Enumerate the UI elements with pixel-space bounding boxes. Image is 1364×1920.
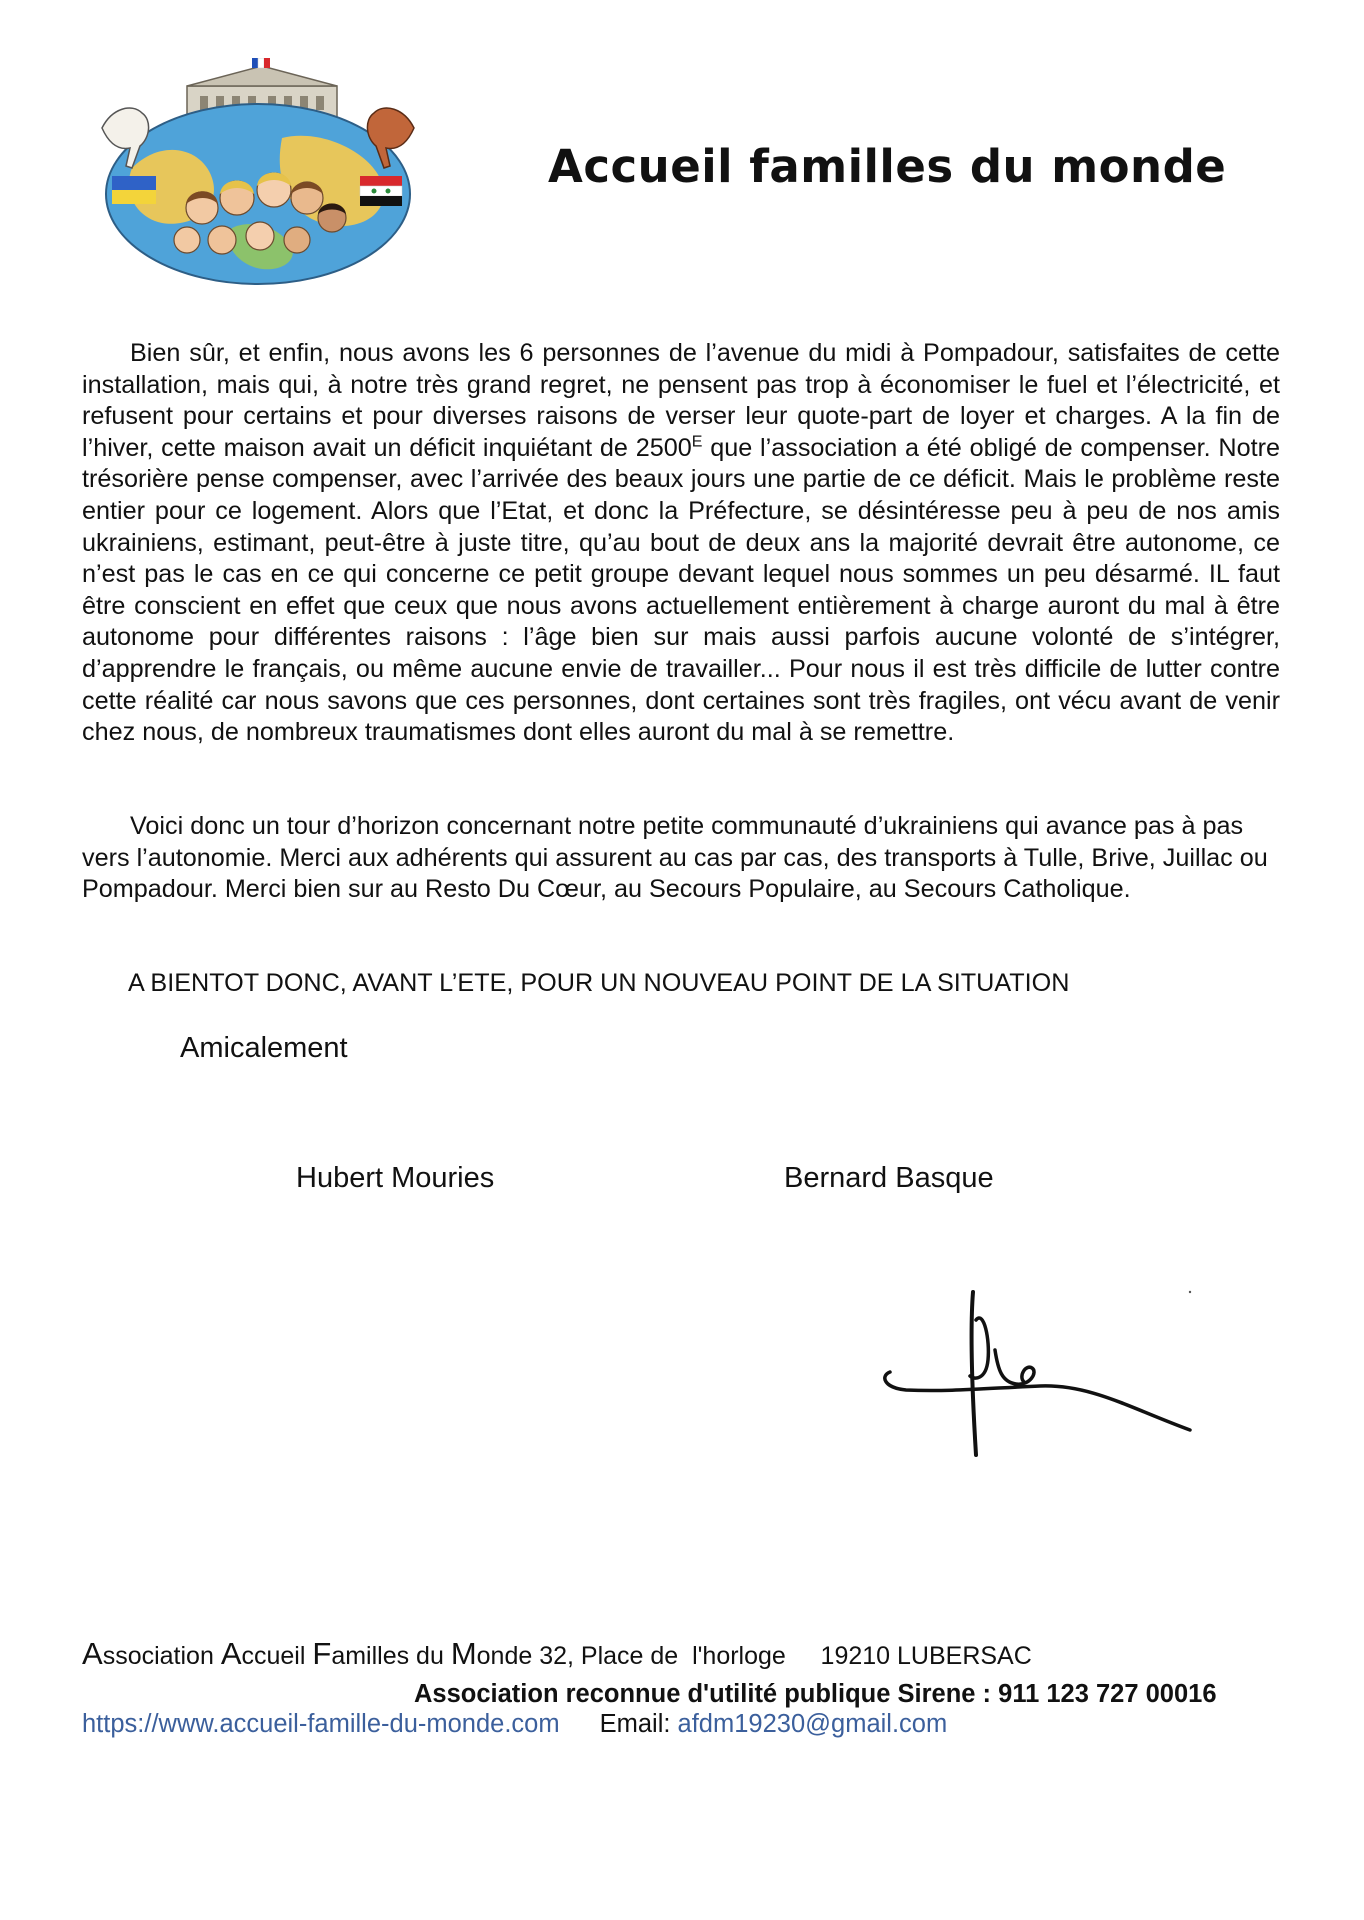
footer-recognition: Association reconnue d'utilité publique Sirene : 911 123 727 00016 — [414, 1680, 1217, 1708]
footer-address: 32, Place de l'horloge 19210 LUBERSAC — [532, 1642, 1032, 1670]
paragraph-1-text-end: que l’association a été obligé de compenser. Notre trésorière pense compenser, avec l’arrivée des beaux jours une partie de ce déficit. Mais le problème reste entier pour ce logement. Alors que l’Etat, et donc la Préfecture, se désintéresse peu à peu de nos amis ukrainiens, estimant, peut-être à juste titre, qu’au bout de deux ans la majorité devrait être autonome, ce n’est pas le cas en ce qui concerne ce petit groupe devant lequel nous sommes un peu désarmé. IL faut être conscient en effet que ceux que nous avons actuellement entièrement à charge auront du mal à être autonome pour différentes raisons : l’âge bien sur mais aussi parfois aucune volonté de s’intégrer, d’apprendre le français, ou même aucune envie de travailler... Pour nous il est très difficile de lutter contre cette réalité car nous savons que ces personnes, dont certaines sont très fragiles, ont vécu avant de venir chez nous, de nombreux traumatismes dont elles auront du mal à se remettre. — [82, 433, 1280, 747]
footer-contact-line — [82, 1710, 947, 1739]
org-word-association: ssociation — [102, 1642, 221, 1670]
paragraph-1 — [82, 338, 1280, 749]
email-link[interactable]: afdm19230@gmail.com — [677, 1710, 948, 1738]
closing-line: A BIENTOT DONC, AVANT L’ETE, POUR UN NOUVEAU POINT DE LA SITUATION — [128, 969, 1070, 997]
signatory-left: Hubert Mouries — [296, 1162, 495, 1194]
org-initial-f: F — [312, 1636, 332, 1671]
org-word-monde: onde — [476, 1642, 533, 1670]
org-initial-a1: A — [82, 1636, 103, 1671]
org-initial-m: M — [450, 1636, 477, 1671]
regards: Amicalement — [180, 1032, 348, 1064]
org-word-familles: amilles du — [331, 1642, 451, 1670]
paragraph-2-text: Voici donc un tour d’horizon concernant notre petite communauté d’ukrainiens qui avance pas à pas vers l’autonomie. Merci aux adhérents qui assurent au cas par cas, des transports à Tulle, Brive, Juillac ou Pompadour. Merci bien sur au Resto Du Cœur, au Secours Populaire, au Secours Catholique. — [82, 812, 1268, 904]
footer-address-line — [82, 1636, 1032, 1672]
paragraph-2 — [82, 811, 1280, 906]
org-initial-a2: A — [220, 1636, 242, 1671]
page-title: Accueil familles du monde — [548, 140, 1227, 193]
paragraph-1-text-start: Bien sûr, et enfin, nous avons les 6 personnes de l’avenue du midi à Pompadour, satisfaites de cette installation, mais qui, à notre très grand regret, ne pensent pas trop à économiser le fuel et l’électricité, et refusent pour certains et pour diverses raisons de verser leur quote-part de loyer et charges. A la fin de l’hiver, cette maison avait un déficit inquiétant de 2500 — [82, 339, 1280, 462]
org-word-accueil: ccueil — [241, 1642, 313, 1670]
association-logo — [92, 58, 424, 290]
superscript-e: E — [691, 433, 703, 451]
email-label: Email: — [599, 1710, 678, 1738]
globe-families-logo-icon — [102, 58, 414, 284]
website-link[interactable]: https://www.accueil-famille-du-monde.com — [82, 1710, 560, 1738]
signatory-right: Bernard Basque — [784, 1162, 994, 1194]
handwritten-signature-icon — [880, 1280, 1200, 1480]
